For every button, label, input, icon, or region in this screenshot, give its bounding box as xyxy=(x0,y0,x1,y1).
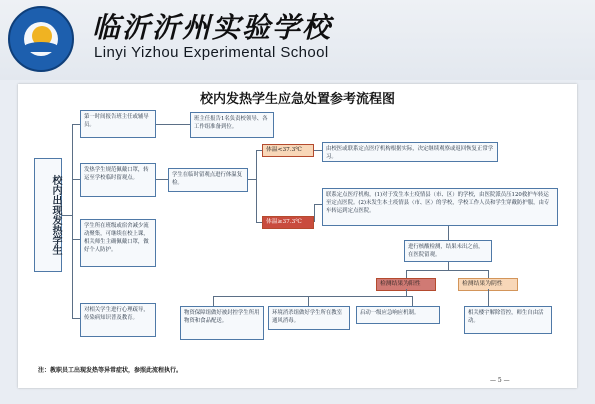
school-banner xyxy=(0,0,595,80)
temp-fever-tag: 体温≥37.3℃ xyxy=(262,216,314,229)
hospital-test-box: 进行核酸检测，结果未出之前，在医院留观。 xyxy=(404,240,492,262)
connector xyxy=(308,296,309,306)
observe-box: 学生在临时留观点进行体温复检。 xyxy=(168,168,248,192)
connector xyxy=(448,226,449,240)
connector xyxy=(72,124,73,319)
connector xyxy=(406,289,407,296)
footnote: 注：教职员工出现发热等异常症状，参照此流程执行。 xyxy=(38,367,183,374)
temp-normal-tag: 体温<37.3℃ xyxy=(262,144,314,157)
connector xyxy=(314,204,315,222)
connector xyxy=(72,318,80,319)
connector xyxy=(213,296,413,297)
connector xyxy=(314,150,322,151)
step-psych-box: 对相关学生进行心理疏导，传染病知识普及教育。 xyxy=(80,303,156,337)
root-node: 校内出现发热学生 xyxy=(34,158,62,272)
connector xyxy=(488,289,489,306)
school-name-en: Linyi Yizhou Experimental School xyxy=(94,44,329,61)
connector xyxy=(406,270,488,271)
connector xyxy=(213,296,214,306)
connector xyxy=(156,179,168,180)
logo-wave-icon xyxy=(24,42,58,52)
connector xyxy=(488,270,489,278)
disinfection-box: 环境消杀组做好学生所在教室通风消毒。 xyxy=(268,306,350,330)
connector xyxy=(72,124,80,125)
page-number: — 5 — xyxy=(490,377,510,384)
connector xyxy=(448,262,449,270)
flowchart-title: 校内发热学生应急处置参考流程图 xyxy=(199,92,395,107)
release-box: 相关楼宇解除管控，师生自由活动。 xyxy=(464,306,552,334)
step-transfer-box: 发热学生规范佩戴口罩，转运至学校临时留观点。 xyxy=(80,163,156,197)
school-logo xyxy=(8,6,74,72)
leader-report-box: 班主任报告1名负责校领导、各工作组准备到位。 xyxy=(190,112,274,138)
step-class-box: 学生所在班级或宿舍减少流动聚集，可继续在校上课，相关师生主确佩戴口罩，做好个人防护。 xyxy=(80,219,156,267)
connector xyxy=(412,296,413,306)
temp-fever-result-box: 联系定点医疗机构，(1)对于发生本土疫情县（市、区）的学校，由医院派员压120救护车转运至定点医院。(2)未发生本土疫情县（市、区）的学校，学校工作人员和学生穿戴防护服，由专车转运到定点医院。 xyxy=(322,188,558,226)
school-name-cn: 临沂沂州实验学校 xyxy=(92,11,333,44)
logistics-box: 物资保障组做好被封控学生所用物资和食品配送。 xyxy=(180,306,264,340)
temp-normal-result-box: 由校医或联系定点医疗机构根据实际，决定继续观察或返回恢复正常学习。 xyxy=(322,142,498,162)
connector xyxy=(72,239,80,240)
connector xyxy=(406,270,407,278)
result-negative-tag: 检测结果为阴性 xyxy=(458,278,518,291)
connector xyxy=(314,204,322,205)
connector xyxy=(72,179,80,180)
result-positive-tag: 检测结果为阳性 xyxy=(376,278,436,291)
document-page xyxy=(18,84,577,388)
connector xyxy=(156,124,190,125)
connector xyxy=(62,215,72,216)
connector xyxy=(248,179,256,180)
connector xyxy=(256,150,257,222)
emergency-response-box: 启动一级应急响应机制。 xyxy=(356,306,440,324)
step-report-box: 第一时间报告班主任或辅导员。 xyxy=(80,110,156,138)
